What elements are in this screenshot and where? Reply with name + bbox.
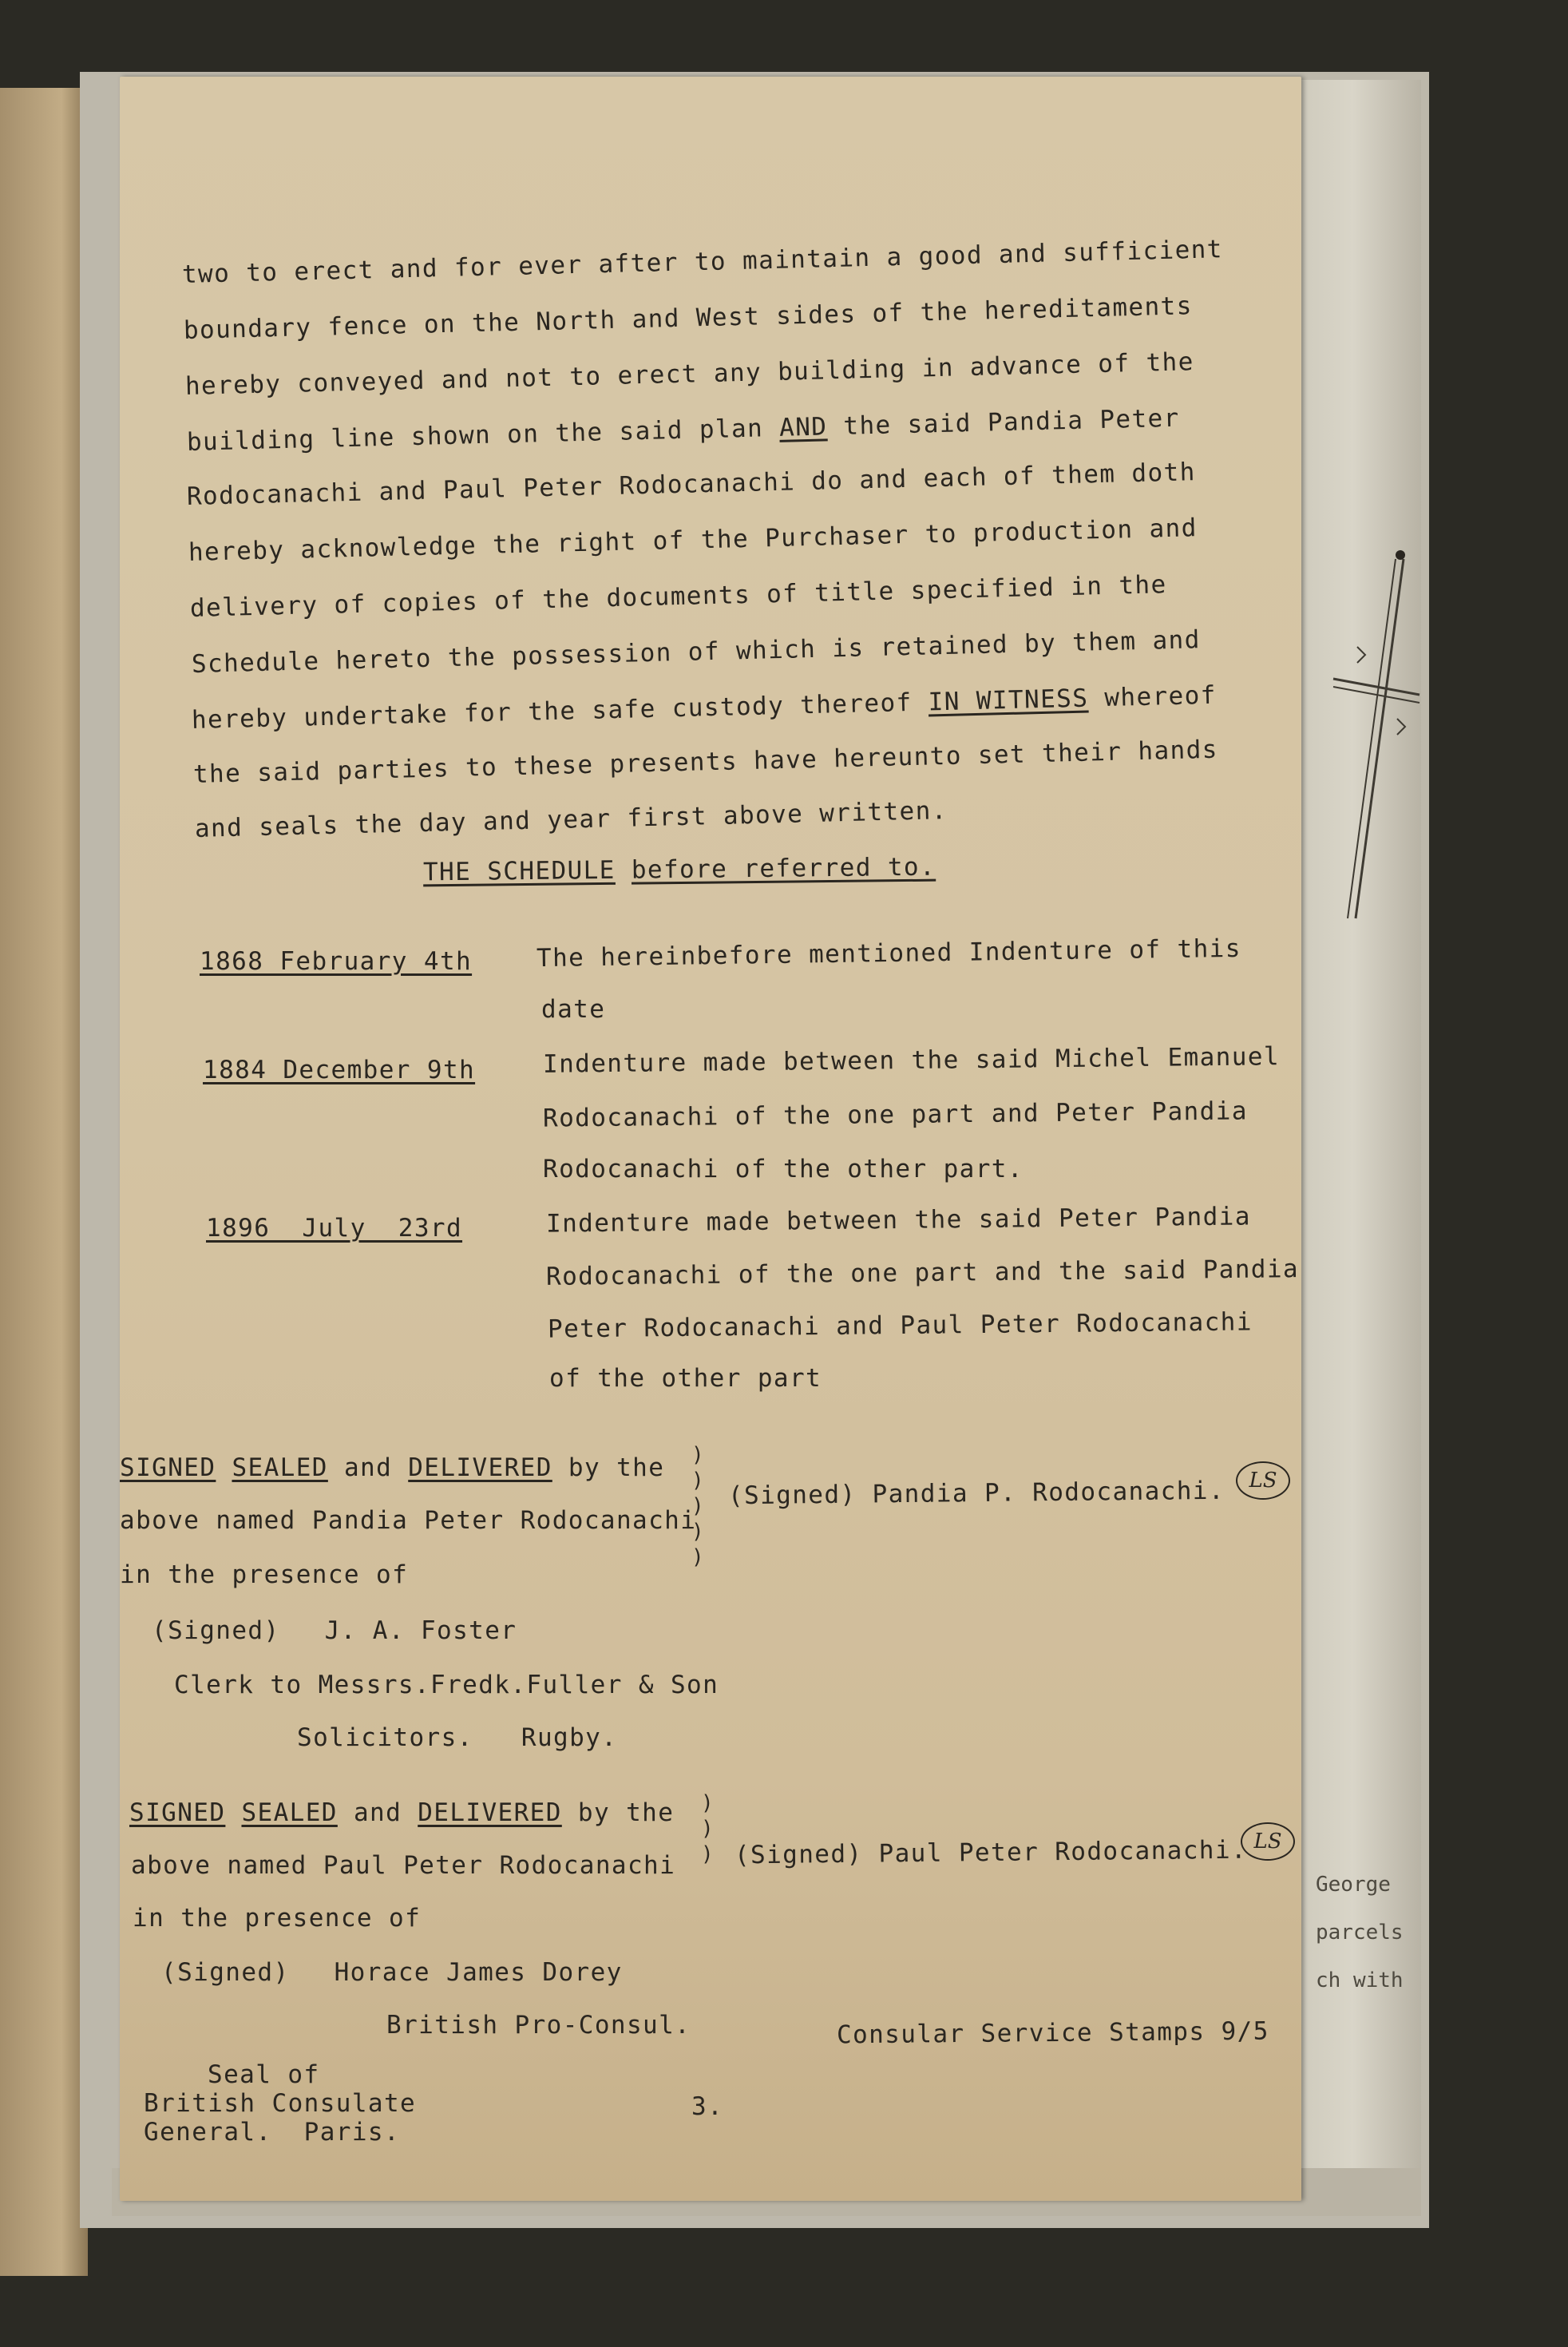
- witness-prefix: (Signed): [161, 1958, 290, 1987]
- schedule-date: 1868 February 4th: [200, 947, 473, 976]
- page-number: 3.: [691, 2092, 724, 2121]
- body-line: delivery of copies of the documents of title specified in the: [189, 570, 1167, 623]
- plan-fragment-line: George: [1316, 1873, 1391, 1897]
- witness-name: J. A. Foster: [324, 1616, 517, 1645]
- by-the-label: by the: [568, 1453, 665, 1482]
- body-line: two to erect and for ever after to maintain a good and sufficient: [181, 235, 1224, 289]
- schedule-entry-line: of the other part: [549, 1364, 822, 1393]
- consulate-seal-line: Seal of: [208, 2060, 320, 2089]
- schedule-entry-line: The hereinbefore mentioned Indenture of this: [536, 934, 1242, 973]
- consulate-seal-line: General. Paris.: [144, 2118, 401, 2147]
- sealed-label: SEALED: [232, 1453, 328, 1482]
- witness-line: Clerk to Messrs.Fredk.Fuller & Son: [174, 1671, 719, 1699]
- plan-fragment-line: parcels: [1316, 1921, 1404, 1945]
- and-label: and: [343, 1453, 393, 1482]
- body-text: whereof: [1103, 680, 1218, 713]
- body-text: building line shown on the said plan: [186, 414, 764, 457]
- witness-line: [152, 1616, 517, 1645]
- execution-heading: [120, 1453, 664, 1482]
- in-witness-emphasis: IN WITNESS: [928, 684, 1089, 717]
- execution-line: in the presence of: [120, 1560, 409, 1589]
- schedule-date: 1884 December 9th: [203, 1056, 476, 1084]
- execution-line: in the presence of: [133, 1904, 422, 1933]
- delivered-label: DELIVERED: [418, 1798, 562, 1827]
- ls-seal-mark: LS: [1236, 1461, 1290, 1500]
- and-label: and: [353, 1798, 402, 1827]
- body-text: the said Pandia Peter: [842, 403, 1181, 441]
- consulate-seal-line: British Consulate: [144, 2089, 417, 2118]
- schedule-entry-line: Peter Rodocanachi and Paul Peter Rodocanachi: [547, 1307, 1253, 1344]
- body-line: [187, 404, 1181, 457]
- by-the-label: by the: [577, 1798, 675, 1827]
- schedule-entry-line: Rodocanachi of the one part and Peter Pandia: [542, 1096, 1248, 1133]
- schedule-date: 1896 July 23rd: [206, 1214, 463, 1243]
- brace-mark: ) ) ): [701, 1791, 714, 1866]
- ls-seal-mark: LS: [1241, 1822, 1295, 1861]
- adjacent-page: [0, 88, 88, 2276]
- schedule-title-rest: before referred to.: [631, 852, 936, 885]
- schedule-entry-line: Indenture made between the said Peter Pandia: [545, 1202, 1251, 1239]
- witness-line: [161, 1958, 623, 1987]
- body-line: hereby acknowledge the right of the Purchaser to production and: [188, 513, 1198, 567]
- signature-text: (Signed) Paul Peter Rodocanachi.: [734, 1835, 1248, 1870]
- execution-line: above named Paul Peter Rodocanachi: [131, 1851, 676, 1880]
- body-line: and seals the day and year first above written.: [194, 795, 948, 843]
- witness-line: British Pro-Consul.: [386, 2011, 691, 2040]
- body-line: Schedule hereto the possession of which is retained by them and: [191, 625, 1202, 679]
- stamps-note: Consular Service Stamps 9/5: [836, 2016, 1269, 2050]
- execution-line: above named Pandia Peter Rodocanachi: [120, 1506, 697, 1535]
- witness-name: Horace James Dorey: [334, 1958, 623, 1987]
- body-line: Rodocanachi and Paul Peter Rodocanachi do and each of them doth: [186, 458, 1197, 511]
- and-emphasis: AND: [778, 412, 828, 442]
- compass-rose-icon: [1325, 519, 1421, 966]
- execution-heading: [129, 1798, 674, 1827]
- signed-label: SIGNED: [129, 1798, 226, 1827]
- plan-fragment-text: [1316, 1861, 1412, 2004]
- body-text: hereby undertake for the safe custody thereof: [191, 688, 913, 735]
- schedule-entry-line: date: [541, 995, 606, 1024]
- delivered-label: DELIVERED: [408, 1453, 552, 1482]
- body-line: the said parties to these presents have hereunto set their hands: [192, 735, 1219, 789]
- plan-fragment-line: ch with: [1316, 1968, 1404, 1992]
- schedule-entry-line: Rodocanachi of the one part and the said Pandia: [545, 1255, 1300, 1291]
- schedule-title: THE SCHEDULE: [422, 855, 616, 887]
- brace-mark: ) ) ) ) ): [691, 1443, 704, 1569]
- body-line: boundary fence on the North and West sides of the hereditaments: [183, 291, 1194, 345]
- signed-label: SIGNED: [120, 1453, 216, 1482]
- schedule-entry-line: Rodocanachi of the other part.: [543, 1155, 1024, 1183]
- sealed-label: SEALED: [241, 1798, 338, 1827]
- schedule-heading: [423, 853, 936, 887]
- body-line: [192, 681, 1218, 735]
- signature-text: (Signed) Pandia P. Rodocanachi.: [727, 1476, 1225, 1511]
- witness-line: Solicitors. Rugby.: [297, 1723, 618, 1752]
- witness-prefix: (Signed): [152, 1616, 280, 1645]
- deed-page: [120, 77, 1301, 2201]
- body-line: hereby conveyed and not to erect any building in advance of the: [184, 347, 1195, 401]
- schedule-entry-line: Indenture made between the said Michel Emanuel: [542, 1042, 1281, 1079]
